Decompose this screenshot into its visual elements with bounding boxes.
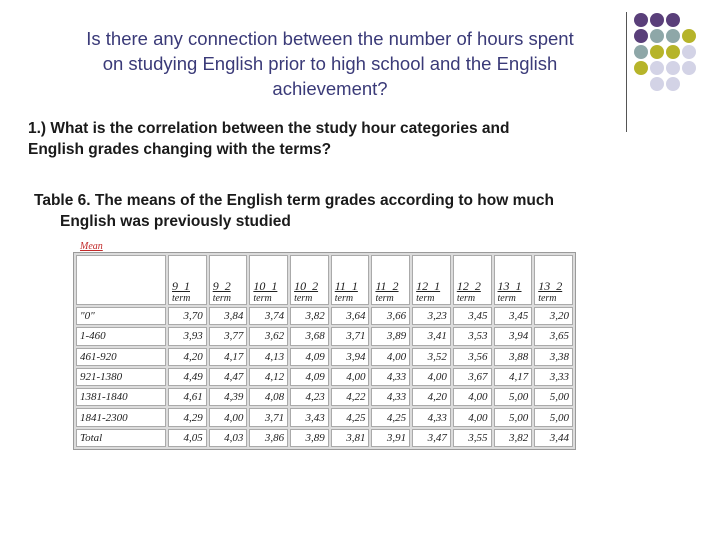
column-header-label: 10_2 [294,279,319,293]
decorative-dot [634,61,648,75]
decorative-dot [666,77,680,91]
decorative-dot [666,45,680,59]
column-header [534,255,573,305]
table-cell: 5,00 [494,408,533,426]
slide-title [30,26,630,101]
decorative-dot [682,45,696,59]
table-row [76,408,573,426]
row-label: "0" [76,307,166,325]
table-cell: 4,20 [412,388,451,406]
title-line-1: Is there any connection between the number of hours spent [86,28,574,49]
column-header-label: 9_2 [212,279,231,293]
table-header-row [76,255,573,305]
column-header [209,255,248,305]
question-line-2: English grades changing with the terms? [28,141,332,158]
column-header-label: 12_2 [456,279,481,293]
table-mean-label: Mean [80,241,103,252]
table-cell: 3,53 [453,327,492,345]
table-cell: 3,71 [331,327,370,345]
table-cell: 3,33 [534,368,573,386]
table-cell: 3,62 [249,327,288,345]
table-cell: 4,17 [209,348,248,366]
table-cell: 3,52 [412,348,451,366]
column-header-label: 9_1 [172,279,190,293]
row-label: 1841-2300 [76,408,166,426]
column-header-label: 13_2 [538,279,563,293]
decorative-dot [682,29,696,43]
table-cell: 3,86 [249,429,288,447]
table-cell: 3,74 [249,307,288,325]
column-header-sub: term [497,293,516,304]
table-cell: 3,82 [290,307,329,325]
table-row [76,429,573,447]
column-header [412,255,451,305]
table-row [76,307,573,325]
table-cell: 3,45 [453,307,492,325]
table-cell: 4,13 [249,348,288,366]
column-header [249,255,288,305]
table-cell: 4,22 [331,388,370,406]
title-line-2: on studying English prior to high school and the English [102,53,558,74]
column-header [168,255,207,305]
divider-line [626,12,627,132]
column-header [494,255,533,305]
column-header-sub: term [375,293,394,304]
table-cell: 4,23 [290,388,329,406]
table-row [76,348,573,366]
table-cell: 3,20 [534,307,573,325]
table-cell: 3,64 [331,307,370,325]
table-cell: 4,29 [168,408,207,426]
table-cell: 4,39 [209,388,248,406]
table-cell: 3,47 [412,429,451,447]
table-cell: 4,00 [453,388,492,406]
column-header-label: 12_1 [416,279,441,293]
table-cell: 3,65 [534,327,573,345]
column-header [290,255,329,305]
table-cell: 4,61 [168,388,207,406]
table-cell: 4,25 [331,408,370,426]
table-cell: 3,43 [290,408,329,426]
table-row [76,388,573,406]
table-cell: 3,77 [209,327,248,345]
table-cell: 3,41 [412,327,451,345]
decorative-dot [634,45,648,59]
row-label: 921-1380 [76,368,166,386]
table-cell: 4,25 [371,408,410,426]
decorative-dot [650,13,664,27]
column-header-sub: term [334,293,354,304]
table-cell: 4,33 [412,408,451,426]
table-corner-cell [76,255,166,305]
table-row [76,327,573,345]
decorative-dot [650,77,664,91]
decorative-dot [666,13,680,27]
decorative-dot [666,29,680,43]
table-cell: 4,08 [249,388,288,406]
table-cell: 3,55 [453,429,492,447]
table-cell: 3,82 [494,429,533,447]
row-label: 461-920 [76,348,166,366]
row-label: 1381-1840 [76,388,166,406]
column-header [371,255,410,305]
column-header-sub: term [172,293,191,304]
table-cell: 5,00 [534,388,573,406]
column-header-sub: term [212,293,232,304]
table-cell: 3,81 [331,429,370,447]
table-cell: 4,00 [331,368,370,386]
decorative-dot [650,61,664,75]
table-cell: 3,91 [371,429,410,447]
decorative-dot [650,45,664,59]
decorative-dot [682,61,696,75]
column-header [331,255,370,305]
table-cell: 4,09 [290,348,329,366]
table-cell: 3,45 [494,307,533,325]
table-cell: 3,94 [331,348,370,366]
table-caption [34,190,674,232]
column-header-sub: term [253,293,272,304]
column-header-label: 13_1 [497,279,522,293]
decorative-dot [666,61,680,75]
table-cell: 3,44 [534,429,573,447]
table-cell: 3,56 [453,348,492,366]
table-cell: 3,88 [494,348,533,366]
column-header-label: 11_2 [375,279,399,293]
column-header-sub: term [456,293,476,304]
row-label: Total [76,429,166,447]
table-body [76,307,573,447]
research-question [28,118,618,160]
table-cell: 3,70 [168,307,207,325]
column-header-label: 10_1 [253,279,278,293]
table-cell: 4,00 [371,348,410,366]
table-cell: 4,00 [209,408,248,426]
table-cell: 3,93 [168,327,207,345]
column-header-label: 11_1 [334,279,358,293]
table-cell: 4,00 [412,368,451,386]
decorative-dot [634,13,648,27]
table-cell: 4,03 [209,429,248,447]
grades-table [73,252,576,450]
table-cell: 4,00 [453,408,492,426]
title-line-3: achievement? [272,78,388,99]
table-row [76,368,573,386]
column-header-sub: term [538,293,557,304]
table-cell: 3,68 [290,327,329,345]
column-header-sub: term [294,293,313,304]
caption-line-1: Table 6. The means of the English term grades according to how much [34,192,554,209]
table-cell: 5,00 [494,388,533,406]
table-cell: 3,94 [494,327,533,345]
table-cell: 3,38 [534,348,573,366]
table-cell: 3,89 [371,327,410,345]
table-cell: 3,67 [453,368,492,386]
table-cell: 4,49 [168,368,207,386]
table-cell: 3,71 [249,408,288,426]
table-cell: 3,84 [209,307,248,325]
caption-line-2: English was previously studied [60,213,291,230]
table-cell: 4,12 [249,368,288,386]
decorative-dot [634,29,648,43]
table-cell: 3,66 [371,307,410,325]
table-cell: 4,33 [371,388,410,406]
row-label: 1-460 [76,327,166,345]
column-header-sub: term [416,293,435,304]
table-cell: 4,17 [494,368,533,386]
table-cell: 5,00 [534,408,573,426]
table-cell: 4,47 [209,368,248,386]
question-line-1: 1.) What is the correlation between the study hour categories and [28,120,510,137]
table-cell: 3,23 [412,307,451,325]
table-cell: 4,20 [168,348,207,366]
column-header [453,255,492,305]
table-cell: 4,33 [371,368,410,386]
decorative-dot [650,29,664,43]
table-cell: 4,05 [168,429,207,447]
table-cell: 3,89 [290,429,329,447]
table-cell: 4,09 [290,368,329,386]
